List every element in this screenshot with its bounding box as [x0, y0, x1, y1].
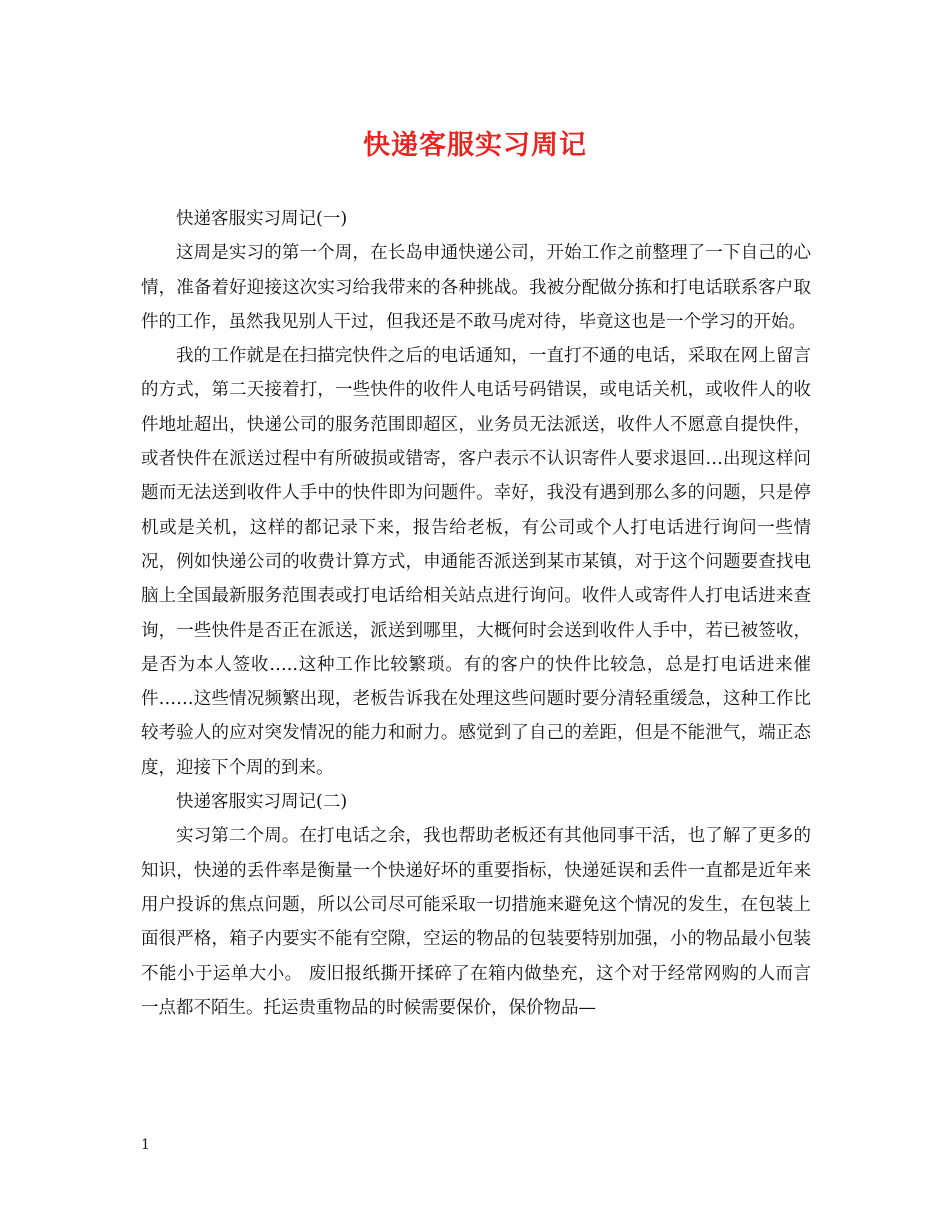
section-heading-week-1: 快递客服实习周记(一)	[176, 209, 348, 229]
page-number: 1	[141, 1137, 150, 1153]
section-heading-week-2: 快递客服实习周记(二)	[176, 792, 348, 813]
paragraph: 这周是实习的第一个周，在长岛申通快递公司，开始工作之前整理了一下自己的心情，准备着好迎接这次实习给我带来的各种挑战。我被分配做分拣和打电话联系客户取件的工作，虽然我见别人干过，但我还是不敢马虎对待，毕竟这也是一个学习的开始。	[141, 243, 811, 332]
paragraph: 实习第二个周。在打电话之余，我也帮助老板还有其他同事干活，也了解了更多的知识，快递的丢件率是衡量一个快递好坏的重要指标，快递延误和丢件一直都是近年来用户投诉的焦点问题，所以公司尽可能采取一切措施来避免这个情况的发生，在包装上面很严格，箱子内要实不能有空隙，空运的物品的包装要特别加强，小的物品最小包装不能小于运单大小。 废旧报纸撕开揉碎了在箱内做垫充，这个对于经常网购的人而言一点都不陌生。托运贵重物品的时候需要保价，保价物品—	[141, 826, 811, 1018]
document-body	[141, 202, 811, 1025]
document-title: 快递客服实习周记	[363, 130, 587, 161]
paragraph: 我的工作就是在扫描完快件之后的电话通知，一直打不通的电话，采取在网上留言的方式，第二天接着打，一些快件的收件人电话号码错误，或电话关机，或收件人的收件地址超出，快递公司的服务范围即超区，业务员无法派送，收件人不愿意自提快件，或者快件在派送过程中有所破损或错寄，客户表示不认识寄件人要求退回…出现这样问题而无法送到收件人手中的快件即为问题件。幸好，我没有遇到那么多的问题，只是停机或是关机，这样的都记录下来，报告给老板，有公司或个人打电话进行询问一些情况，例如快递公司的收费计算方式，申通能否派送到某市某镇，对于这个问题要查找电脑上全国最新服务范围表或打电话给相关站点进行询问。收件人或寄件人打电话进来查询，一些快件是否正在派送，派送到哪里，大概何时会送到收件人手中，若已被签收，是否为本人签收…..这种工作比较繁琐。有的客户的快件比较急，总是打电话进来催件……这些情况频繁出现，老板告诉我在处理这些问题时要分清轻重缓急，这种工作比较考验人的应对突发情况的能力和耐力。感觉到了自己的差距，但是不能泄气，端正态度，迎接下个周的到来。	[141, 346, 811, 778]
